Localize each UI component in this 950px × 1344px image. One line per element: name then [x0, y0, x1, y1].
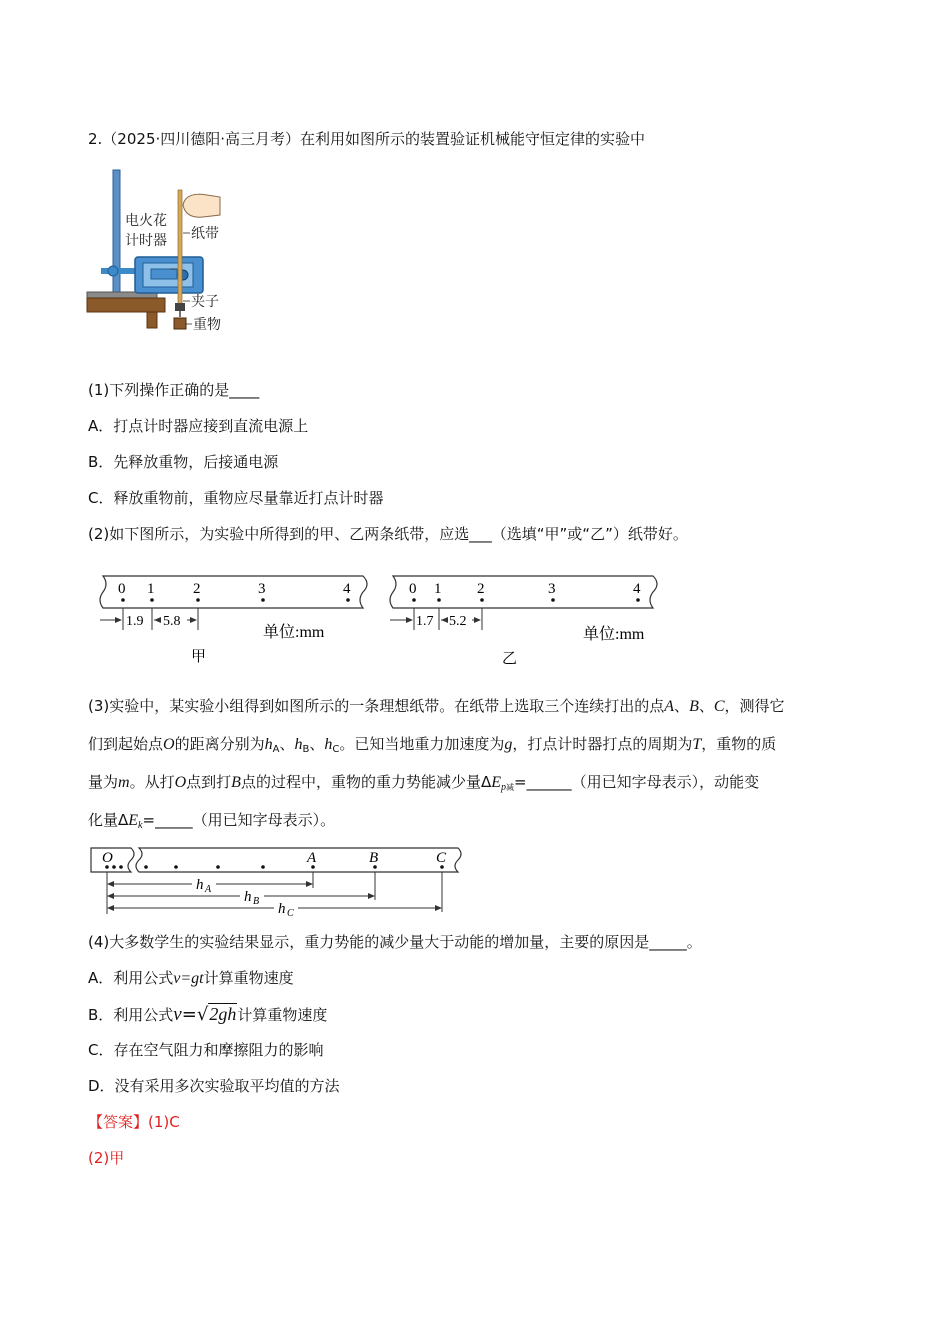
ideal-tape-B: B — [369, 850, 379, 866]
tape-jia-d2: 5.8 — [163, 614, 181, 629]
tape-yi-point-0: 0 — [409, 581, 417, 597]
tape-yi-d1: 1.7 — [416, 614, 434, 629]
answer-label: 【答案】 — [88, 1113, 149, 1131]
q3-line-1: (3)实验中，某实验小组得到如图所示的一条理想纸带。在纸带上选取三个连续打出的点A、B、C，测得它 — [88, 697, 785, 715]
q3-line-3: 量为m。从打O点到打B点的过程中，重物的重力势能减少量$\Delta E_{p减}=\_\_\_\_\_\_$（用已知字母表示），动能变 — [88, 773, 760, 793]
ideal-tape-hA-sub: A — [205, 884, 212, 895]
q1-option-c: C．释放重物前，重物应尽量靠近打点计时器 — [88, 489, 384, 507]
hand — [183, 194, 220, 217]
ideal-tape-hC-sub: C — [287, 908, 294, 918]
tape-jia-point-2: 2 — [193, 581, 201, 597]
q1-option-a: A．打点计时器应接到直流电源上 — [88, 417, 309, 435]
q4-option-d: D．没有采用多次实验取平均值的方法 — [88, 1077, 340, 1095]
tape-jia-point-4: 4 — [343, 581, 351, 597]
ideal-tape-hB-sub: B — [253, 896, 260, 907]
q4-option-b: B．利用公式v=√2gh计算重物速度 — [88, 1004, 328, 1025]
tape-jia-point-1: 1 — [147, 581, 155, 597]
ideal-tape-O: O — [102, 850, 113, 866]
tape-yi-point-4: 4 — [633, 581, 641, 597]
tape-yi-d2: 5.2 — [449, 614, 467, 629]
tape-yi-point-1: 1 — [434, 581, 442, 597]
ideal-tape-figure — [88, 844, 468, 918]
tape-yi-unit: 单位:mm — [583, 626, 645, 643]
q3-line-4: 化量$\Delta E_k=\_\_\_\_\_$（用已知字母表示）。 — [88, 811, 336, 831]
ideal-tape-hA: h — [196, 877, 204, 893]
tape-yi-point-2: 2 — [477, 581, 485, 597]
q2-stem: (2)如下图所示，为实验中所得到的甲、乙两条纸带，应选___（选填“甲”或“乙”）纸带好。 — [88, 525, 688, 543]
q4-option-c: C．存在空气阻力和摩擦阻力的影响 — [88, 1041, 324, 1059]
tape-jia-point-0: 0 — [118, 581, 126, 597]
tape-jia-figure — [95, 570, 375, 670]
q3-line-2: 们到起始点O的距离分别为$h_A$、$h_B$、$h_C$。已知当地重力加速度为g，打点计时器打点的周期为T，重物的质 — [88, 735, 777, 755]
question-header: 2.（2025·四川德阳·高三月考）在利用如图所示的装置验证机械能守恒定律的实验中 — [88, 130, 646, 148]
ideal-tape-C: C — [436, 850, 447, 866]
label-tape: 纸带 — [191, 226, 219, 242]
q4-stem: (4)大多数学生的实验结果显示，重力势能的减少量大于动能的增加量，主要的原因是_____。 — [88, 933, 702, 951]
answer-line-1 — [88, 1112, 180, 1132]
answer-1: (1)C — [148, 1113, 180, 1131]
q1-option-b: B．先释放重物，后接通电源 — [88, 453, 279, 471]
q4-option-a: A．利用公式v=gt计算重物速度 — [88, 969, 294, 987]
label-timer-2: 计时器 — [125, 233, 167, 249]
tape-jia-d1: 1.9 — [126, 614, 144, 629]
apparatus-figure — [85, 165, 245, 340]
ideal-tape-hC: h — [278, 901, 286, 917]
ideal-tape-A: A — [307, 850, 317, 866]
tape-jia-unit: 单位:mm — [263, 624, 325, 641]
answer-2: (2)甲 — [88, 1149, 125, 1167]
tape-yi-point-3: 3 — [548, 581, 556, 597]
stand — [87, 170, 165, 328]
tape-yi-figure — [385, 570, 665, 670]
label-clip: 夹子 — [191, 294, 219, 310]
q1-stem: (1)下列操作正确的是____ — [88, 381, 260, 399]
label-weight: 重物 — [193, 317, 221, 333]
tape-jia-point-3: 3 — [258, 581, 266, 597]
tape-yi-name: 乙 — [502, 649, 518, 667]
label-timer-1: 电火花 — [125, 213, 167, 229]
tape-jia-name: 甲 — [191, 647, 207, 665]
ideal-tape-hB: h — [244, 889, 252, 905]
